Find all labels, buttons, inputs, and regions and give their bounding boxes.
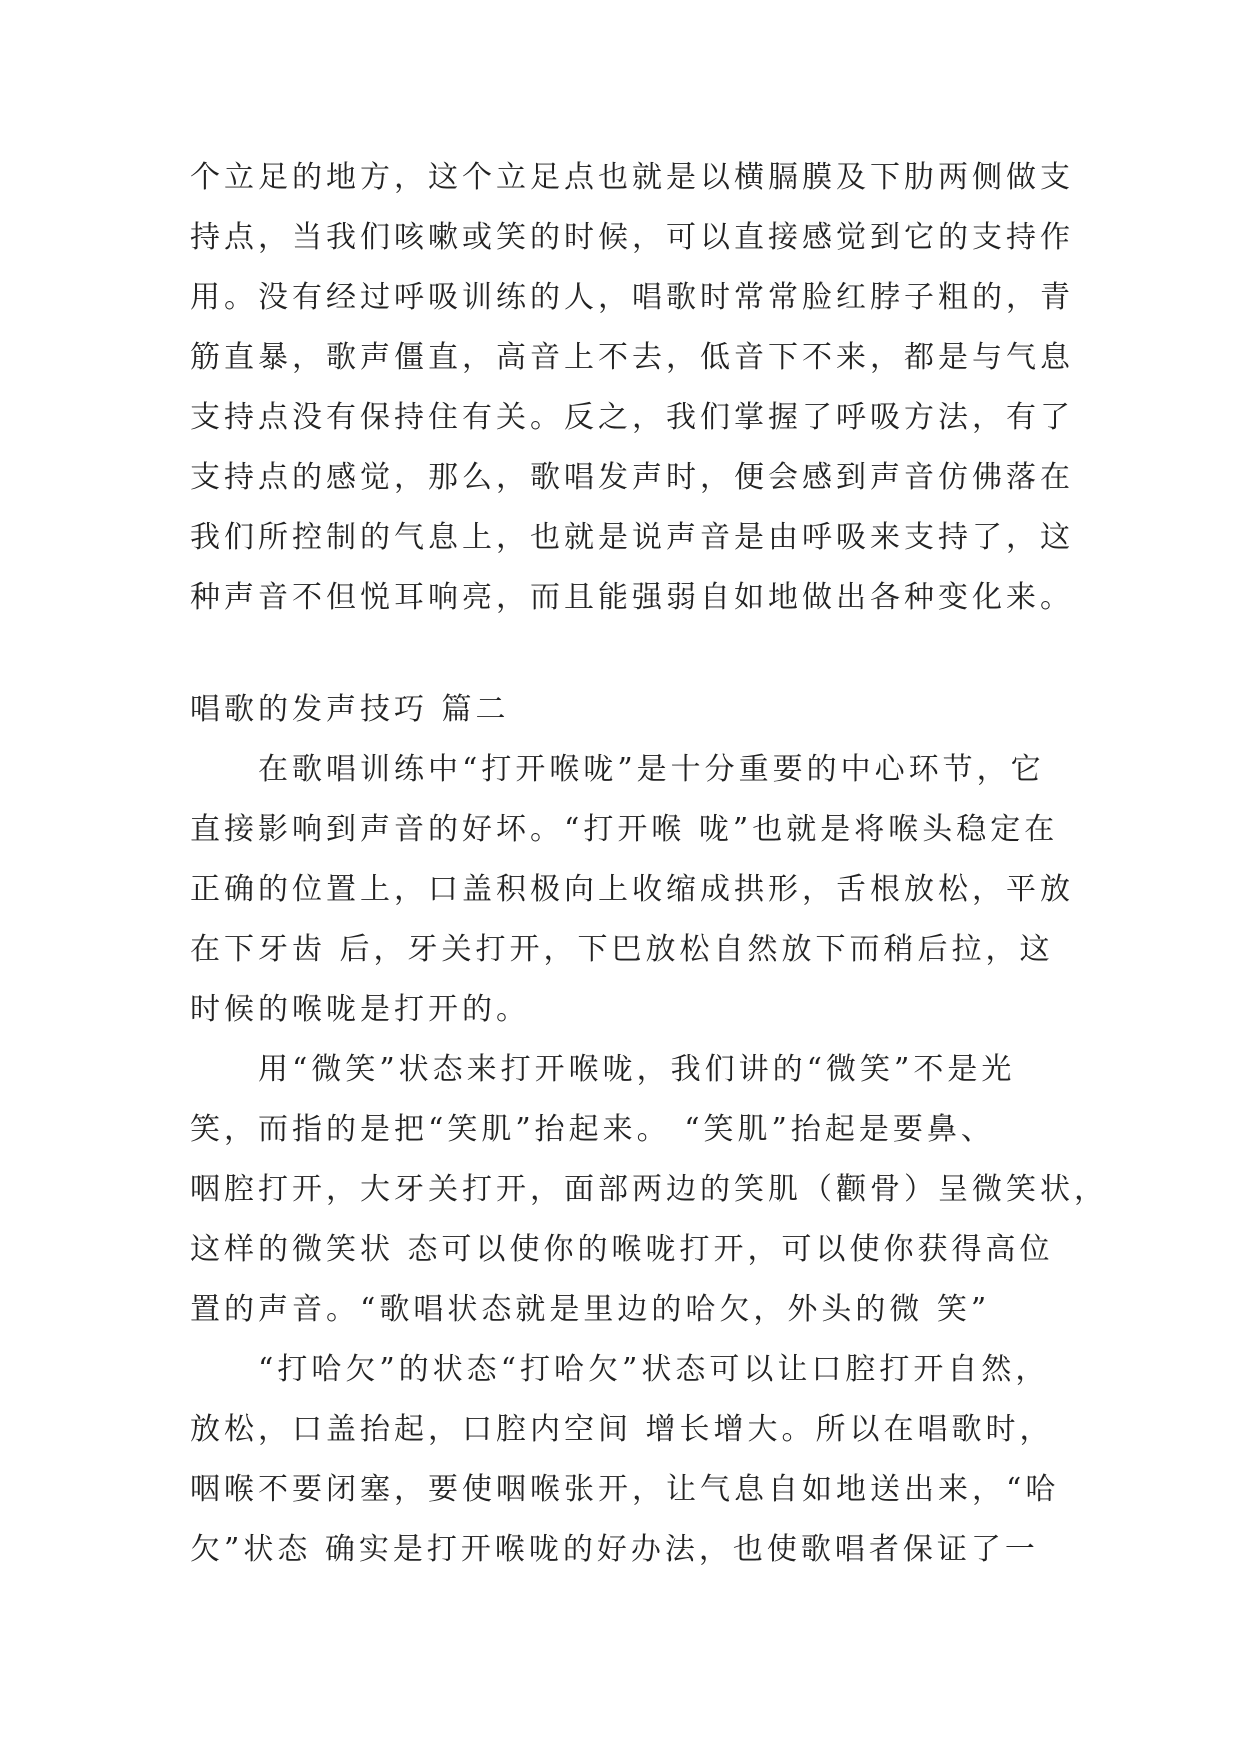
text-line: 置的声音。“歌唱状态就是里边的哈欠，外头的微 笑” <box>190 1292 991 1327</box>
text-line: 种声音不但悦耳响亮，而且能强弱自如地做出各种变化来。 <box>190 580 1074 615</box>
text-line: 用。没有经过呼吸训练的人，唱歌时常常脸红脖子粗的，青 <box>190 280 1074 315</box>
text-line: 欠”状态 确实是打开喉咙的好办法，也使歌唱者保证了一 <box>190 1532 1039 1567</box>
text-line: 支持点没有保持住有关。反之，我们掌握了呼吸方法，有了 <box>190 400 1074 435</box>
text-line: 放松，口盖抬起，口腔内空间 增长增大。所以在唱歌时， <box>190 1412 1054 1447</box>
paragraph-continued <box>190 148 1074 628</box>
text-line: 直接影响到声音的好坏。“打开喉 咙”也就是将喉头稳定在 <box>190 812 1059 847</box>
text-line: 正确的位置上，口盖积极向上收缩成拱形，舌根放松，平放 <box>190 872 1074 907</box>
section-gap <box>190 628 1070 680</box>
section-heading: 唱歌的发声技巧 篇二 <box>190 692 510 727</box>
text-line: 支持点的感觉，那么，歌唱发声时，便会感到声音仿佛落在 <box>190 460 1074 495</box>
text-line: 咽喉不要闭塞，要使咽喉张开，让气息自如地送出来，“哈 <box>190 1472 1060 1507</box>
text-line: 咽腔打开，大牙关打开，面部两边的笑肌（颧骨）呈微笑状， <box>190 1172 1108 1207</box>
text-line: 持点，当我们咳嗽或笑的时候，可以直接感觉到它的支持作 <box>190 220 1074 255</box>
section-body <box>190 740 1108 1580</box>
text-line: 时候的喉咙是打开的。 <box>190 992 530 1027</box>
text-line: 在歌唱训练中“打开喉咙”是十分重要的中心环节，它 <box>190 752 1045 787</box>
text-line: 我们所控制的气息上，也就是说声音是由呼吸来支持了，这 <box>190 520 1074 555</box>
text-line: 这样的微笑状 态可以使你的喉咙打开，可以使你获得高位 <box>190 1232 1054 1267</box>
text-line: “打哈欠”的状态“打哈欠”状态可以让口腔打开自然， <box>190 1352 1050 1387</box>
text-line: 笑，而指的是把“笑肌”抬起来。 “笑肌”抬起是要鼻、 <box>190 1112 995 1147</box>
text-line: 用“微笑”状态来打开喉咙，我们讲的“微笑”不是光 <box>190 1052 1016 1087</box>
text-line: 在下牙齿 后，牙关打开，下巴放松自然放下而稍后拉，这 <box>190 932 1054 967</box>
text-line: 个立足的地方，这个立足点也就是以横膈膜及下肋两侧做支 <box>190 160 1074 195</box>
document-body <box>190 148 1108 1580</box>
text-line: 筋直暴，歌声僵直，高音上不去，低音下不来，都是与气息 <box>190 340 1074 375</box>
